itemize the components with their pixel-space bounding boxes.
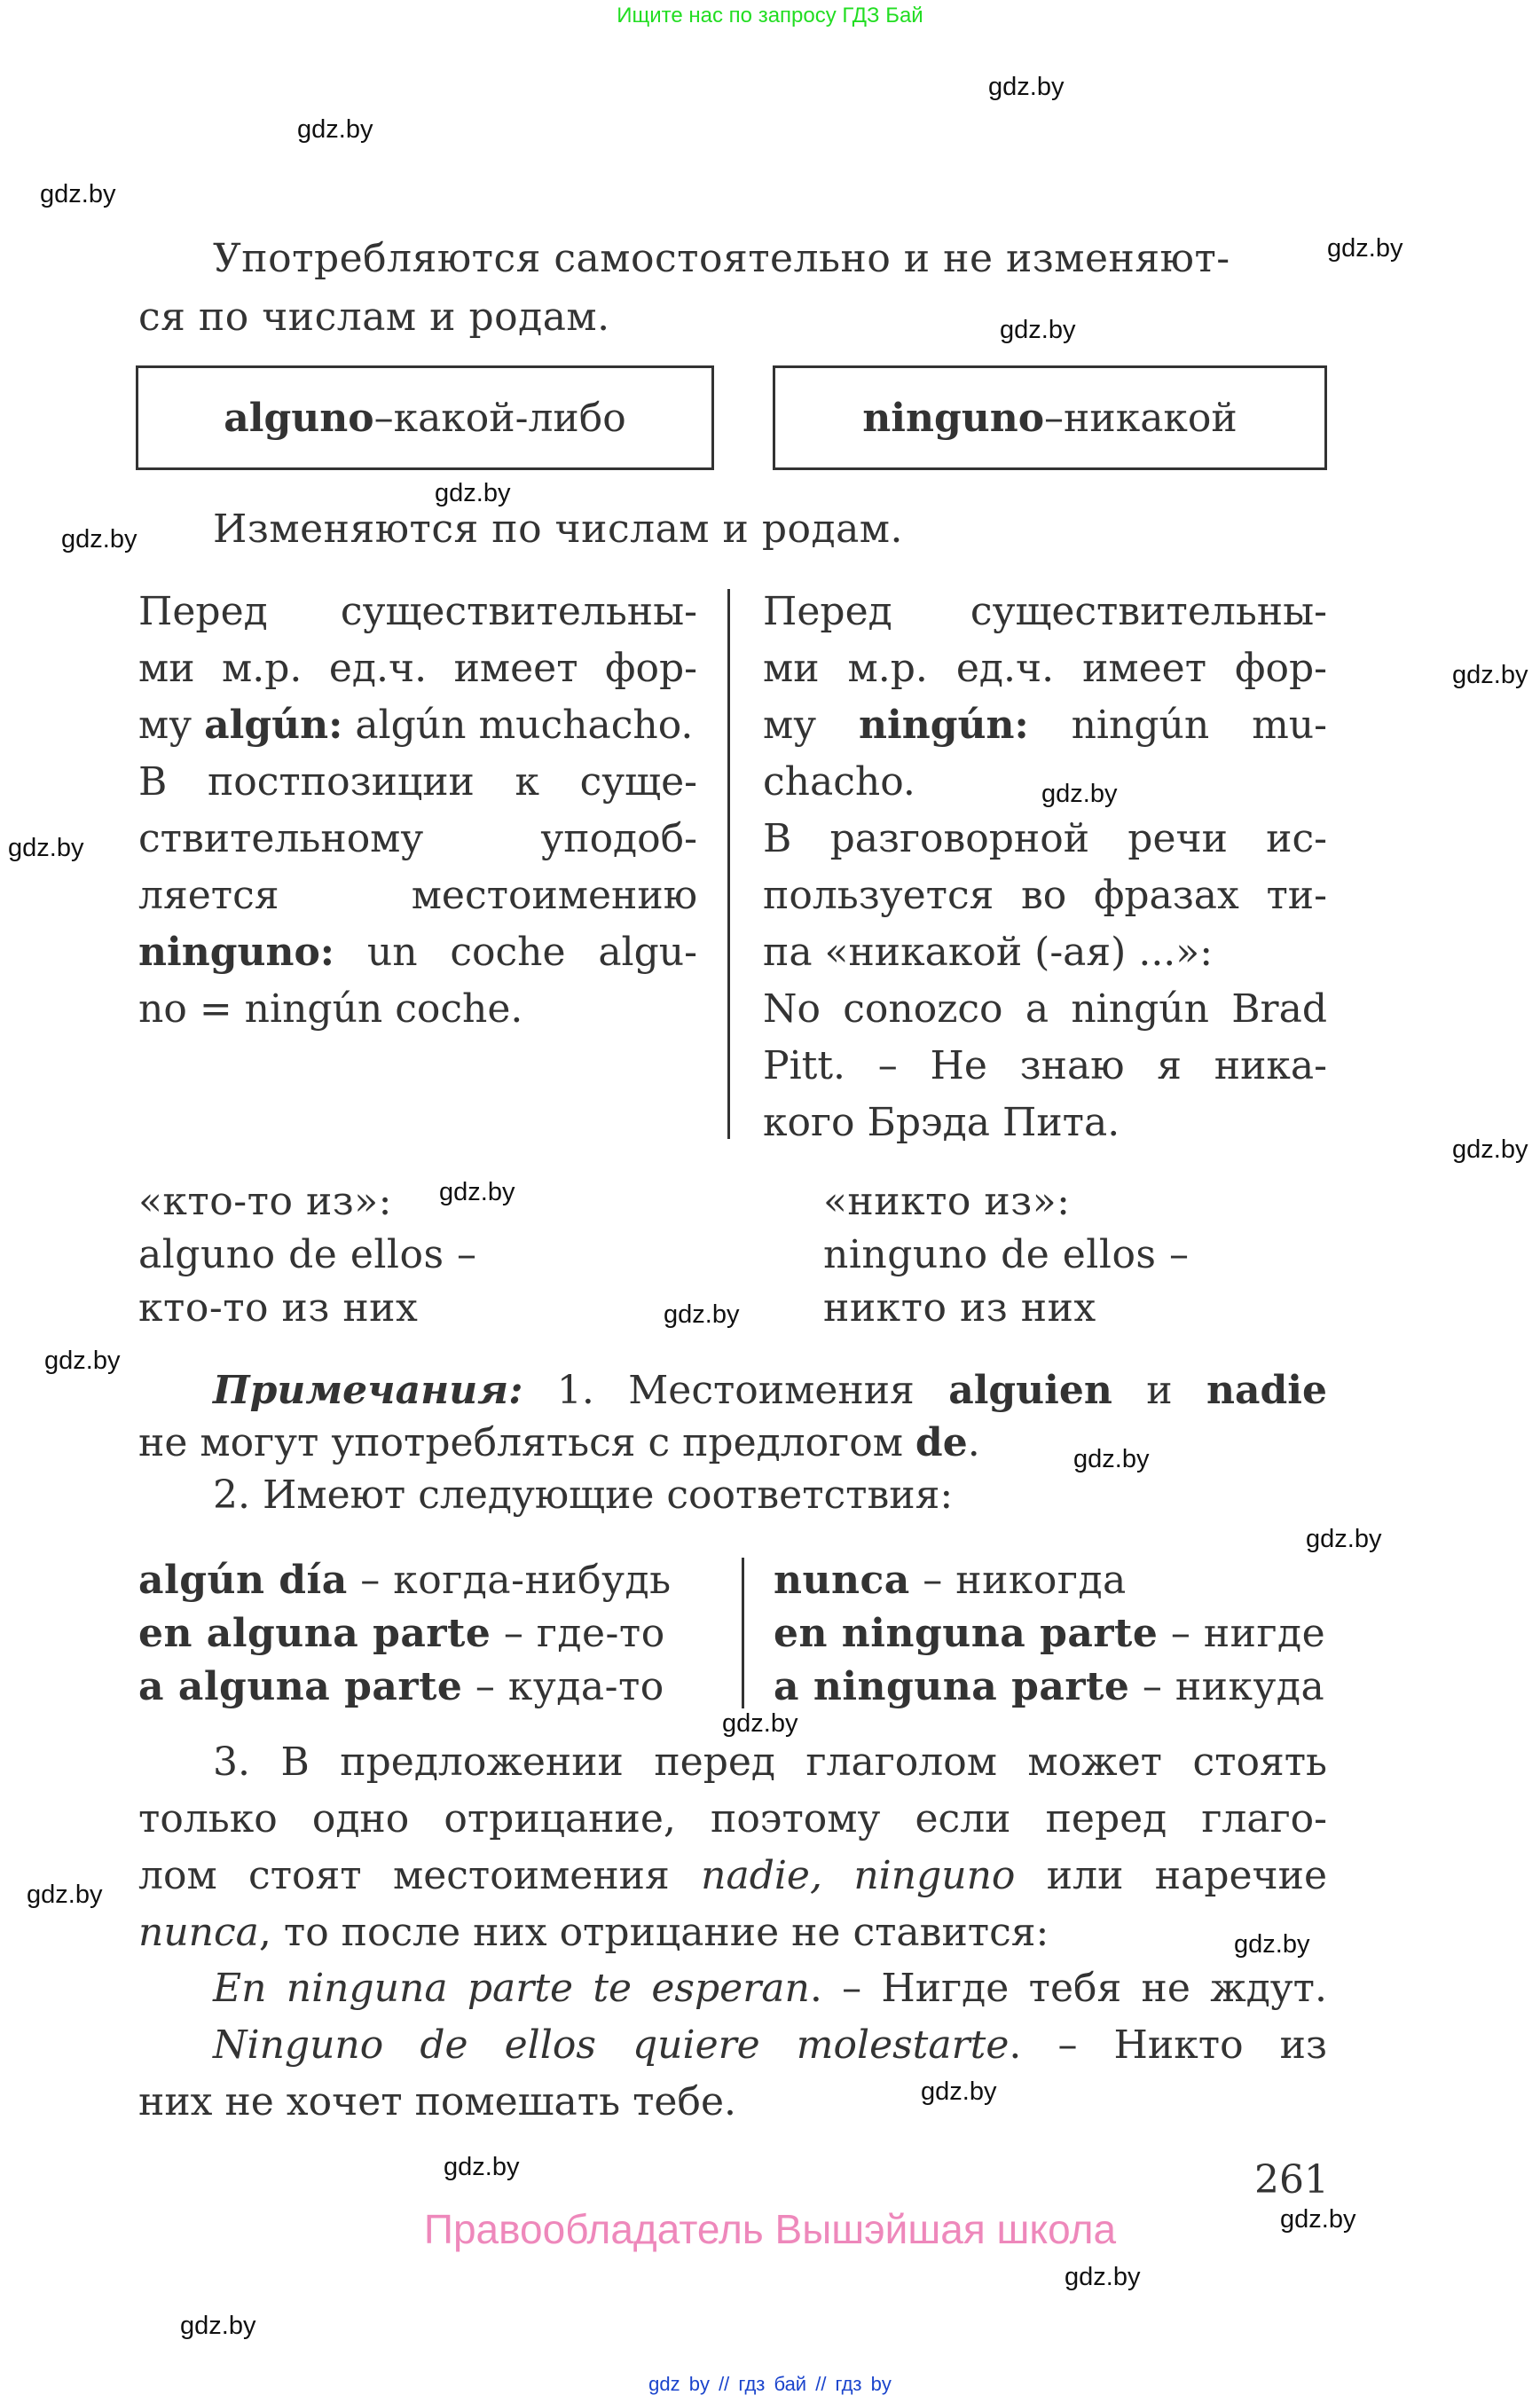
examples bbox=[138, 1960, 1327, 2131]
right-line: кого Брэда Пита. bbox=[763, 1100, 1120, 1145]
correspondences-divider bbox=[742, 1558, 744, 1708]
alguno-box bbox=[136, 365, 714, 470]
right-line: chacho. bbox=[763, 759, 915, 805]
right-column bbox=[763, 584, 1327, 1151]
page-number: 261 bbox=[1254, 2157, 1329, 2203]
of-them-right: «никто из»: ninguno de ellos – никто из них bbox=[823, 1179, 1190, 1331]
watermark: gdz.by bbox=[439, 1178, 515, 1206]
watermark: gdz.by bbox=[27, 1881, 103, 1909]
left-column bbox=[138, 584, 697, 1038]
watermark: gdz.by bbox=[40, 180, 116, 208]
watermark: gdz.by bbox=[1306, 1525, 1382, 1553]
watermark: gdz.by bbox=[1065, 2263, 1141, 2291]
box-translation: никакой bbox=[1064, 395, 1238, 441]
box-term: ninguno bbox=[862, 395, 1045, 441]
watermark: gdz.by bbox=[722, 1709, 798, 1738]
left-line: В постпозиции к суще- bbox=[138, 759, 697, 805]
watermark: gdz.by bbox=[1452, 1135, 1528, 1164]
notes bbox=[138, 1364, 1327, 1521]
of-them-left: «кто-то из»: alguno de ellos – кто-то из них bbox=[138, 1179, 477, 1331]
watermark: gdz.by bbox=[921, 2077, 997, 2106]
column-divider bbox=[727, 589, 730, 1139]
right-line: No conozco a ningún Brad bbox=[763, 986, 1327, 1032]
footer-links: gdz by // гдз бай // гдз by bbox=[648, 2373, 892, 2395]
watermark: gdz.by bbox=[664, 1300, 740, 1329]
left-line: ляется местоимению bbox=[138, 873, 697, 918]
left-line: ninguno: un coche algu- bbox=[138, 930, 697, 975]
box-dash: – bbox=[373, 395, 394, 441]
box-dash: – bbox=[1044, 395, 1065, 441]
note-1: Примечания: 1. Местоимения alguien и nadie bbox=[213, 1368, 1327, 1413]
left-line: му algún: algún muchacho. bbox=[138, 703, 694, 748]
watermark: gdz.by bbox=[1041, 780, 1118, 808]
watermark: gdz.by bbox=[1280, 2205, 1356, 2234]
right-line: Перед существительны- bbox=[763, 589, 1327, 634]
watermark: gdz.by bbox=[1234, 1930, 1310, 1959]
change-heading: Изменяются по числам и родам. bbox=[213, 507, 904, 552]
watermark: gdz.by bbox=[988, 73, 1065, 101]
watermark: gdz.by bbox=[1000, 316, 1076, 344]
note-3: 3. В предложении перед глаголом может стоять только одно отрицание, поэтому если перед глаго- лом стоят местоимения nadie, ninguno или наречие nunca, то после них отрицание не ставится: bbox=[138, 1739, 1328, 1955]
correspondences-left: algún día – когда-нибудь en alguna parte – где-то a alguna parte – куда-то bbox=[138, 1558, 672, 1709]
watermark: gdz.by bbox=[61, 525, 138, 554]
left-line: no = ningún coche. bbox=[138, 986, 523, 1032]
correspondences-right: nunca – никогда en ninguna parte – нигде a ninguna parte – никуда bbox=[774, 1558, 1326, 1709]
right-line: пользуется во фразах ти- bbox=[763, 873, 1327, 918]
left-line: ми м.р. ед.ч. имеет фор- bbox=[138, 646, 697, 691]
watermark: gdz.by bbox=[180, 2312, 256, 2340]
example-1: En ninguna parte te esperan. – Нигде тебя не ждут. bbox=[213, 1966, 1327, 2011]
intro-line-1: Употребляются самостоятельно и не изменяют- bbox=[213, 236, 1230, 281]
watermark: gdz.by bbox=[44, 1347, 121, 1375]
watermark: gdz.by bbox=[1452, 661, 1528, 689]
box-term: alguno bbox=[224, 395, 374, 441]
example-2-cont: них не хочет помешать тебе. bbox=[138, 2079, 736, 2124]
right-line: ми м.р. ед.ч. имеет фор- bbox=[763, 646, 1327, 691]
right-line: В разговорной речи ис- bbox=[763, 816, 1327, 861]
intro-line-2: ся по числам и родам. bbox=[138, 294, 610, 340]
right-line: му ningún: ningún mu- bbox=[763, 703, 1327, 748]
watermark: gdz.by bbox=[1327, 234, 1403, 263]
box-translation: какой-либо bbox=[393, 395, 626, 441]
top-banner: Ищите нас по запросу ГДЗ Бай bbox=[617, 4, 923, 27]
watermark: gdz.by bbox=[444, 2153, 520, 2181]
watermark: gdz.by bbox=[297, 115, 373, 144]
note-1-cont: не могут употребляться с предлогом de. bbox=[138, 1420, 980, 1465]
watermark: gdz.by bbox=[435, 479, 511, 507]
note-2: 2. Имеют следующие соответствия: bbox=[213, 1472, 954, 1518]
right-line: Pitt. – Не знаю я ника- bbox=[763, 1043, 1327, 1088]
right-line: па «никакой (-ая) ...»: bbox=[763, 930, 1214, 975]
watermark: gdz.by bbox=[8, 834, 84, 862]
left-line: ствительному уподоб- bbox=[138, 816, 697, 861]
example-2: Ninguno de ellos quiere molestarte. – Никто из bbox=[213, 2022, 1327, 2068]
copyright-notice: Правообладатель Вышэйшая школа bbox=[423, 2206, 1117, 2252]
left-line: Перед существительны- bbox=[138, 589, 697, 634]
watermark: gdz.by bbox=[1073, 1445, 1150, 1473]
ninguno-box bbox=[773, 365, 1327, 470]
